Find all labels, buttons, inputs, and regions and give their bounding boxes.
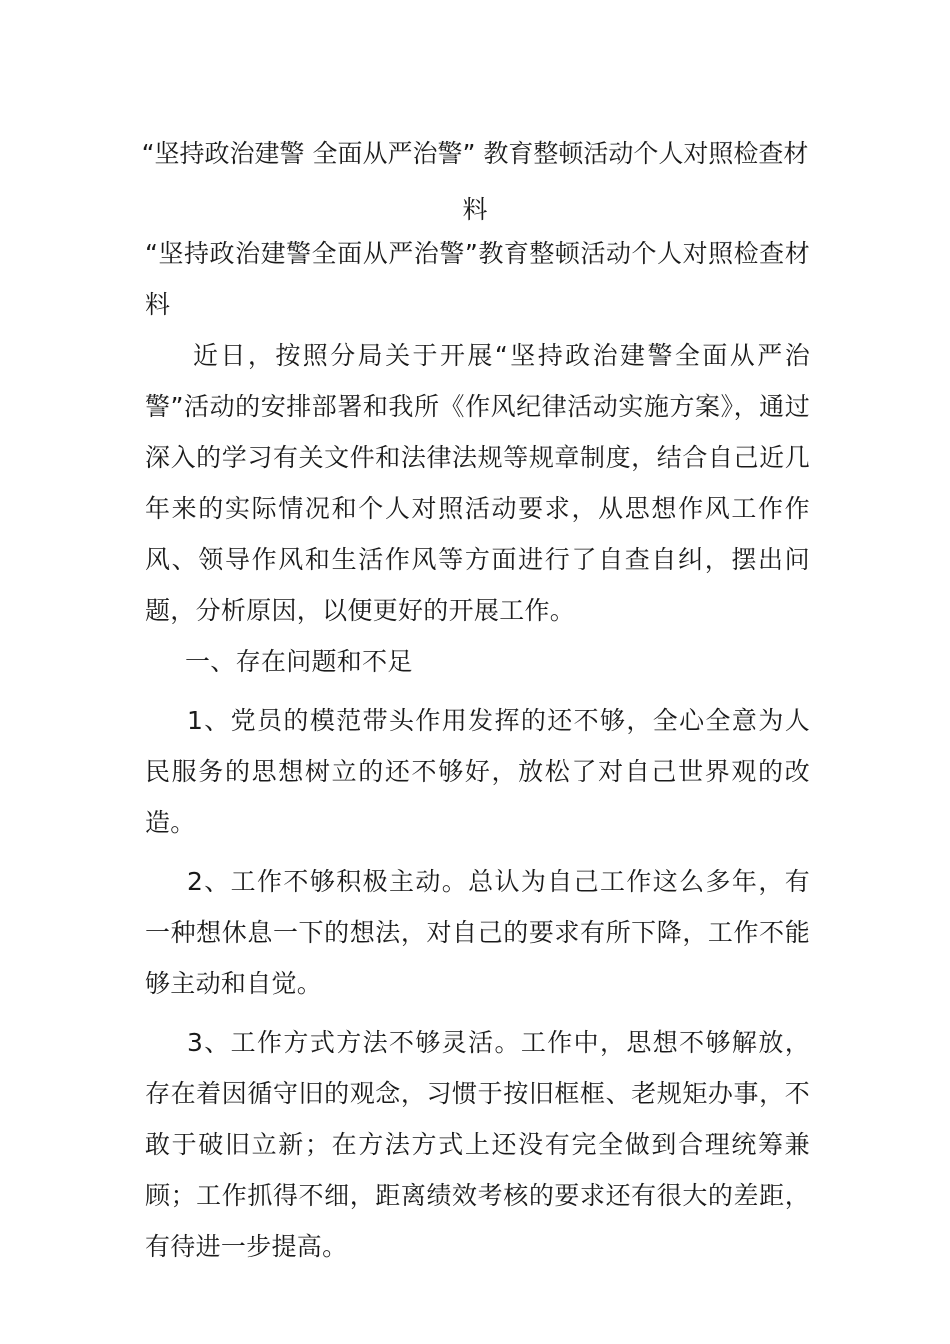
document-subtitle: “坚持政治建警全面从严治警”教育整顿活动个人对照检查材料 [145,239,810,319]
list-item: 3、工作方式方法不够灵活。工作中，思想不够解放，存在着因循守旧的观念，习惯于按旧框框、老规矩办事，不敢于破旧立新；在方法方式上还没有完全做到合理统筹兼顾；工作抓得不细，距离绩效考核的要求还有很大的差距，有待进一步提高。 [145,1028,810,1261]
document-title: “坚持政治建警 全面从严治警” 教育整顿活动个人对照检查材料 [141,139,809,224]
intro-paragraph: 近日，按照分局关于开展“坚持政治建警全面从严治警”活动的安排部署和我所《作风纪律活动实施方案》，通过深入的学习有关文件和法律法规等规章制度，结合自己近几年来的实际情况和个人对照活动要求，从思想作风工作作风、领导作风和生活作风等方面进行了自查自纠，摆出问题，分析原因，以便更好的开展工作。 [145,341,810,625]
list-item: 1、党员的模范带头作用发挥的还不够，全心全意为人民服务的思想树立的还不够好，放松了对自己世界观的改造。 [145,706,810,837]
document-body [145,228,810,1272]
section-heading: 一、存在问题和不足 [185,647,413,676]
list-item: 2、工作不够积极主动。总认为自己工作这么多年，有一种想休息一下的想法，对自己的要求有所下降，工作不能够主动和自觉。 [145,867,810,998]
